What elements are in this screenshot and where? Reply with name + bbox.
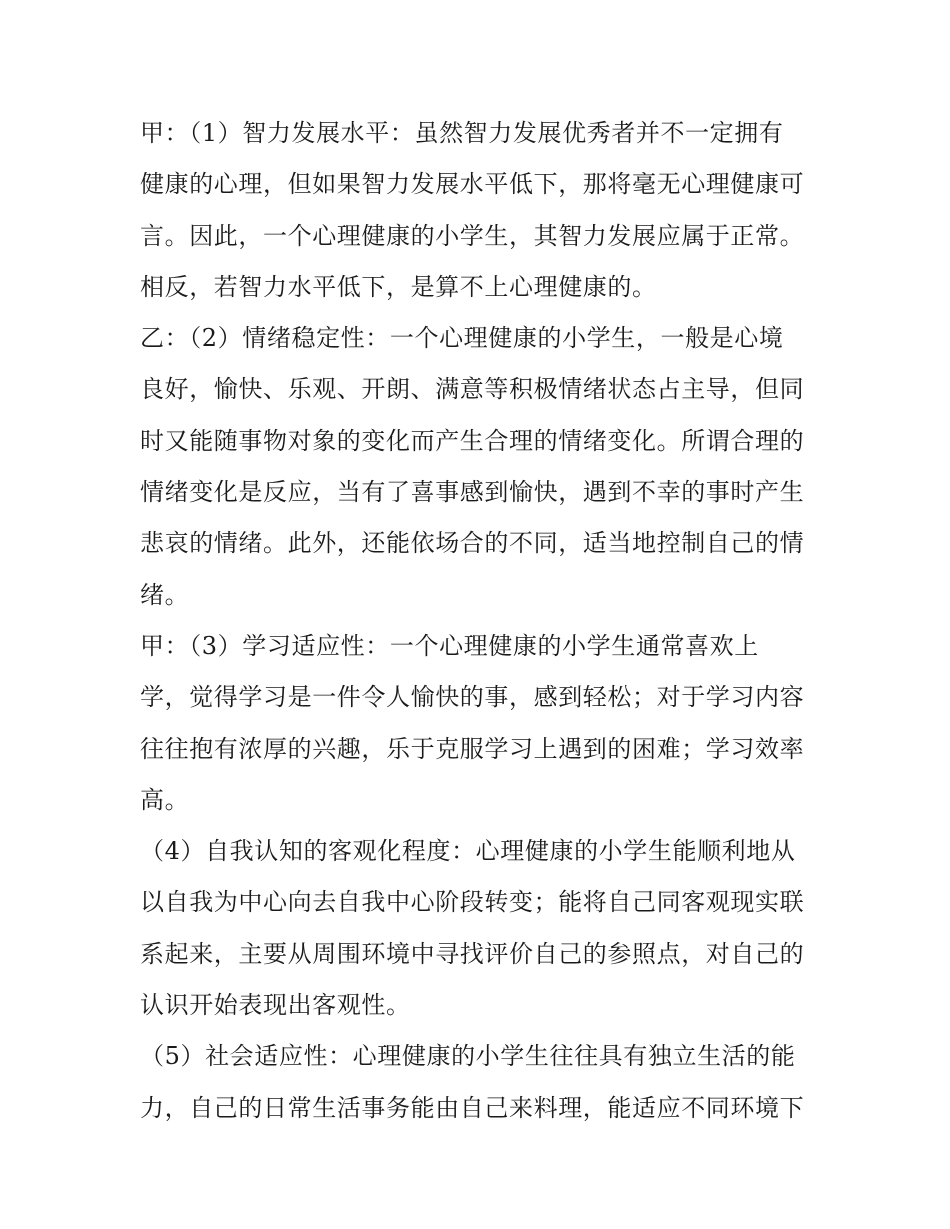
text-line: 甲：（1）智力发展水平：虽然智力发展优秀者并不一定拥有 (140, 119, 784, 147)
text-line: 往往抱有浓厚的兴趣，乐于克服学习上遇到的困难；学习效率 (140, 734, 805, 763)
text-line: 时又能随事物对象的变化而产生合理的情绪变化。所谓合理的 (140, 426, 805, 455)
text-line: 甲：（3）学习适应性：一个心理健康的小学生通常喜欢上 (140, 631, 759, 660)
text-line: （4）自我认知的客观化程度：心理健康的小学生能顺利地从 (140, 837, 796, 866)
text-line: 力，自己的日常生活事务能由自己来料理，能适应不同环境下 (140, 1093, 805, 1122)
text-line: 系起来，主要从周围环境中寻找评价自己的参照点，对自己的 (140, 939, 805, 968)
paragraph-self-cognition (140, 826, 820, 1031)
text-line: 高。 (140, 785, 190, 814)
text-line: 学，觉得学习是一件令人愉快的事，感到轻松；对于学习内容 (140, 683, 805, 712)
text-line: 乙：（2）情绪稳定性：一个心理健康的小学生，一般是心境 (140, 324, 784, 353)
text-line: 言。因此，一个心理健康的小学生，其智力发展应属于正常。 (140, 221, 805, 250)
text-line: 情绪变化是反应，当有了喜事感到愉快，遇到不幸的事时产生 (140, 478, 805, 507)
text-line: 悲哀的情绪。此外，还能依场合的不同，适当地控制自己的情 (140, 529, 805, 558)
text-line: 以自我为中心向去自我中心阶段转变；能将自己同客观现实联 (140, 888, 805, 917)
paragraph-social-adaptability (140, 1031, 820, 1134)
text-line: （5）社会适应性：心理健康的小学生往往具有独立生活的能 (140, 1042, 796, 1071)
document-page (140, 108, 820, 1134)
paragraph-learning-adaptability (140, 621, 820, 826)
text-line: 认识开始表现出客观性。 (140, 991, 411, 1020)
text-line: 相反，若智力水平低下，是算不上心理健康的。 (140, 272, 657, 301)
paragraph-emotional-stability (140, 313, 820, 621)
text-line: 绪。 (140, 580, 190, 609)
text-line: 良好，愉快、乐观、开朗、满意等积极情绪状态占主导，但同 (140, 375, 805, 404)
paragraph-intelligence (140, 108, 820, 313)
text-line: 健康的心理，但如果智力发展水平低下，那将毫无心理健康可 (140, 170, 805, 199)
